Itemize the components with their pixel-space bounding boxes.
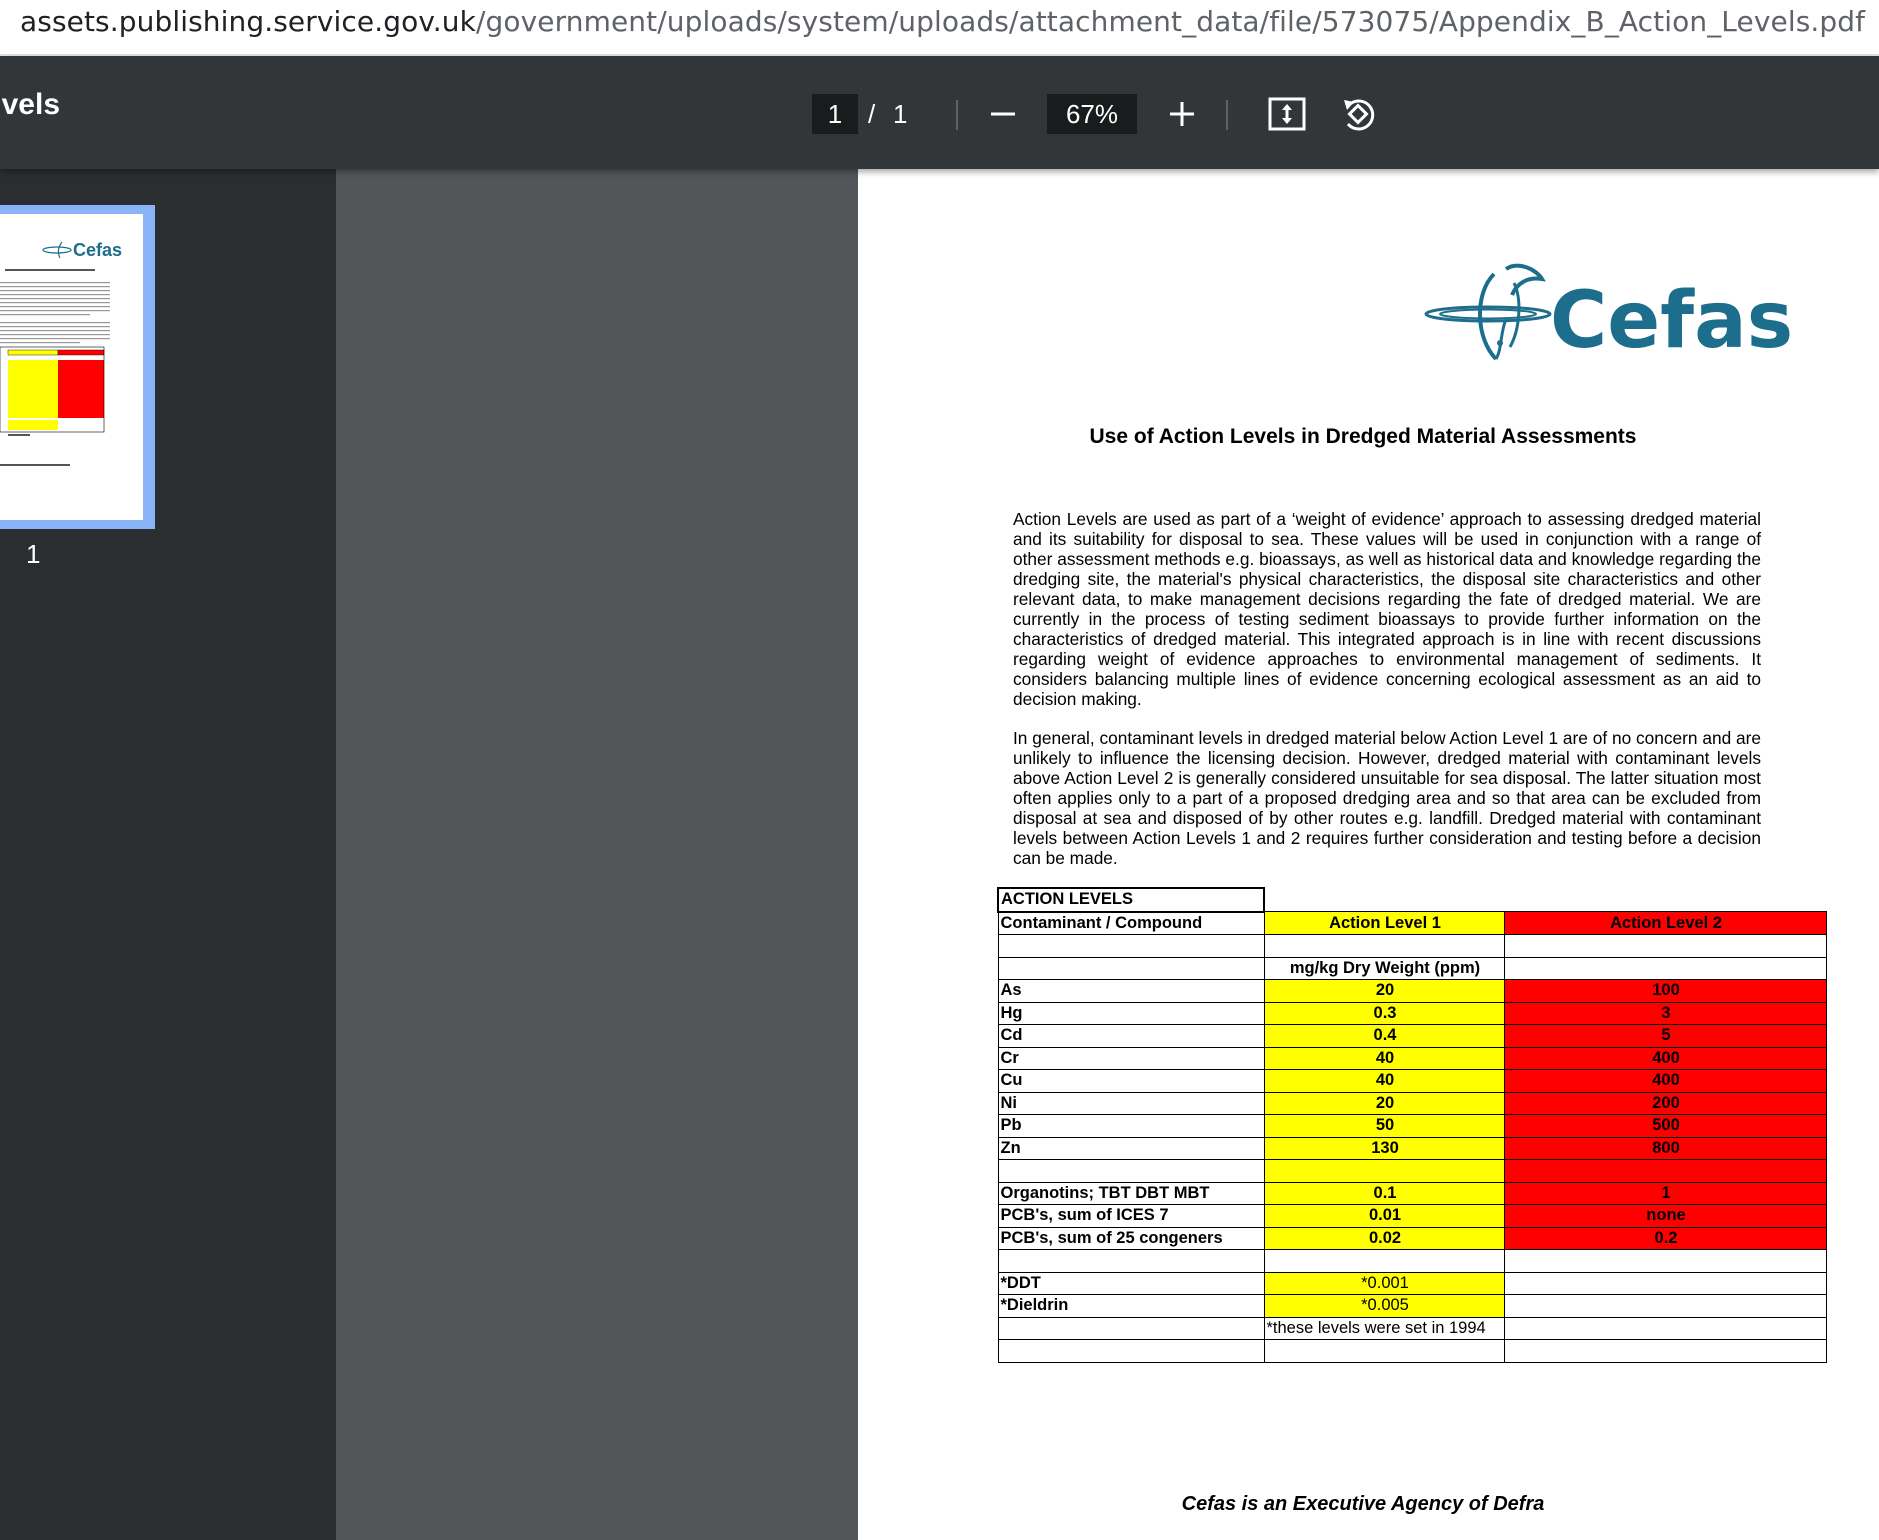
contaminant-name: Zn bbox=[998, 1137, 1264, 1160]
action-levels-table bbox=[997, 887, 1827, 1363]
page-number-input[interactable]: 1 bbox=[812, 94, 858, 134]
action-level-2-value: 3 bbox=[1504, 1002, 1826, 1025]
intro-paragraph: Action Levels are used as part of a ‘weight of evidence’ approach to assessing dredged material and its suitability for disposal to sea. These values will be used in conjunction with a range of other assessment methods e.g. bioassays, as well as historical data and knowledge regarding the dredging site, the material's physical characteristics, the disposal site characteristics and other relevant data, to make management decisions regarding the fate of dredged material. We are currently in the process of testing sediment bioassays to provide further information on the characteristics of dredged material. This integrated approach is in line with recent discussions regarding weight of evidence approaches to environmental management of sediments. It considers balancing multiple lines of evidence concerning ecological assessment as an aid to decision making. bbox=[1013, 509, 1761, 709]
pdf-toolbar bbox=[0, 56, 1879, 169]
table-footnote: *these levels were set in 1994 bbox=[1264, 1317, 1504, 1340]
action-level-1-value: 20 bbox=[1264, 980, 1504, 1003]
action-level-2-value: 100 bbox=[1504, 980, 1826, 1003]
guidance-paragraph: In general, contaminant levels in dredged material below Action Level 1 are of no concern and are unlikely to influence the licensing decision. However, dredged material with contaminant levels above Action Level 2 is generally considered unsuitable for sea disposal. The latter situation most often applies only to a part of a proposed dredging area and so that area can be excluded from disposal at sea and disposed of by other routes e.g. landfill. Dredged material with contaminant levels between Action Levels 1 and 2 requires further consideration and testing before a decision can be made. bbox=[1013, 728, 1761, 868]
table-row bbox=[998, 1227, 1826, 1250]
table-row bbox=[998, 1092, 1826, 1115]
toolbar-divider bbox=[956, 100, 958, 130]
cefas-fish-logo-icon bbox=[1418, 259, 1818, 379]
page-separator: / bbox=[868, 99, 876, 129]
page-footer: Cefas is an Executive Agency of Defra bbox=[1181, 1493, 1545, 1515]
action-level-2-value: 5 bbox=[1504, 1025, 1826, 1048]
table-header-row bbox=[998, 912, 1826, 935]
zoom-level-input[interactable]: 67% bbox=[1047, 94, 1137, 134]
contaminant-name: Cr bbox=[998, 1047, 1264, 1070]
thumbnail-page-number: 1 bbox=[26, 539, 41, 569]
table-row bbox=[998, 1115, 1826, 1138]
contaminant-name: Organotins; TBT DBT MBT bbox=[998, 1182, 1264, 1205]
action-level-2-value: 0.2 bbox=[1504, 1227, 1826, 1250]
page-total: 1 bbox=[893, 99, 908, 129]
action-level-1-value: 0.01 bbox=[1264, 1205, 1504, 1228]
thumbnail-page bbox=[0, 214, 143, 520]
action-level-2-value: 200 bbox=[1504, 1092, 1826, 1115]
table-title-row bbox=[998, 888, 1826, 912]
action-level-1-value: 40 bbox=[1264, 1047, 1504, 1070]
table-row bbox=[998, 1340, 1826, 1363]
address-bar[interactable] bbox=[0, 0, 1879, 56]
thumbnail-sidebar bbox=[0, 169, 336, 1540]
footnote-row bbox=[998, 1317, 1826, 1340]
action-level-2-value: none bbox=[1504, 1205, 1826, 1228]
cefas-logo bbox=[1418, 259, 1818, 379]
table-row bbox=[998, 1182, 1826, 1205]
action-level-1-value: 20 bbox=[1264, 1092, 1504, 1115]
action-level-1-value: 0.02 bbox=[1264, 1227, 1504, 1250]
cefas-wordmark: Cefas bbox=[1550, 276, 1794, 366]
minus-icon bbox=[988, 99, 1018, 129]
action-level-1-value: *0.005 bbox=[1264, 1295, 1504, 1318]
plus-icon bbox=[1167, 99, 1197, 129]
document-heading: Use of Action Levels in Dredged Material Assessments bbox=[1089, 425, 1637, 448]
table-row bbox=[998, 1295, 1826, 1318]
toolbar-divider bbox=[1226, 100, 1228, 130]
table-row bbox=[998, 1272, 1826, 1295]
action-level-1-value: 0.1 bbox=[1264, 1182, 1504, 1205]
column-header-action-level-1: Action Level 1 bbox=[1264, 912, 1504, 935]
table-row bbox=[998, 935, 1826, 958]
contaminant-name: Cu bbox=[998, 1070, 1264, 1093]
thumbnail-brand: Cefas bbox=[73, 240, 123, 260]
table-row bbox=[998, 1002, 1826, 1025]
contaminant-name: *DDT bbox=[998, 1272, 1264, 1295]
rotate-button[interactable] bbox=[1330, 86, 1386, 142]
url-path: /government/uploads/system/uploads/attachment_data/file/573075/Appendix_B_Action_Levels.pdf bbox=[475, 5, 1866, 38]
fit-to-page-button[interactable] bbox=[1259, 86, 1315, 142]
action-level-1-value: 0.4 bbox=[1264, 1025, 1504, 1048]
table-row bbox=[998, 1205, 1826, 1228]
contaminant-name: As bbox=[998, 980, 1264, 1003]
action-level-1-value: 130 bbox=[1264, 1137, 1504, 1160]
action-level-1-value: 50 bbox=[1264, 1115, 1504, 1138]
table-row bbox=[998, 1160, 1826, 1183]
table-row bbox=[998, 1250, 1826, 1273]
table-row bbox=[998, 1047, 1826, 1070]
zoom-in-button[interactable] bbox=[1154, 86, 1210, 142]
contaminant-name: Pb bbox=[998, 1115, 1264, 1138]
contaminant-name: Cd bbox=[998, 1025, 1264, 1048]
column-header-action-level-2: Action Level 2 bbox=[1504, 912, 1826, 935]
table-row bbox=[998, 980, 1826, 1003]
column-header-contaminant: Contaminant / Compound bbox=[998, 912, 1264, 935]
action-level-1-value: 0.3 bbox=[1264, 1002, 1504, 1025]
contaminant-name: Hg bbox=[998, 1002, 1264, 1025]
document-title: vels bbox=[1, 88, 60, 121]
contaminant-name: Ni bbox=[998, 1092, 1264, 1115]
units-row bbox=[998, 957, 1826, 980]
table-row bbox=[998, 1137, 1826, 1160]
units-label: mg/kg Dry Weight (ppm) bbox=[1264, 957, 1504, 980]
table-title: ACTION LEVELS bbox=[998, 888, 1264, 912]
table-row bbox=[998, 1025, 1826, 1048]
zoom-out-button[interactable] bbox=[975, 86, 1031, 142]
table-row bbox=[998, 1070, 1826, 1093]
action-level-2-value: 800 bbox=[1504, 1137, 1826, 1160]
contaminant-name: *Dieldrin bbox=[998, 1295, 1264, 1318]
url-text[interactable] bbox=[20, 4, 1865, 40]
thumbnail-preview bbox=[0, 214, 143, 520]
action-level-2-value: 400 bbox=[1504, 1047, 1826, 1070]
action-level-2-value: 1 bbox=[1504, 1182, 1826, 1205]
action-level-1-value: *0.001 bbox=[1264, 1272, 1504, 1295]
rotate-icon bbox=[1338, 94, 1378, 134]
pdf-page bbox=[858, 169, 1879, 1540]
contaminant-name: PCB's, sum of 25 congeners bbox=[998, 1227, 1264, 1250]
action-level-1-value: 40 bbox=[1264, 1070, 1504, 1093]
action-level-2-value: 400 bbox=[1504, 1070, 1826, 1093]
fit-page-icon bbox=[1267, 94, 1307, 134]
action-level-2-value: 500 bbox=[1504, 1115, 1826, 1138]
contaminant-name: PCB's, sum of ICES 7 bbox=[998, 1205, 1264, 1228]
url-host: assets.publishing.service.gov.uk bbox=[20, 5, 476, 38]
page-thumbnail[interactable] bbox=[0, 205, 155, 529]
